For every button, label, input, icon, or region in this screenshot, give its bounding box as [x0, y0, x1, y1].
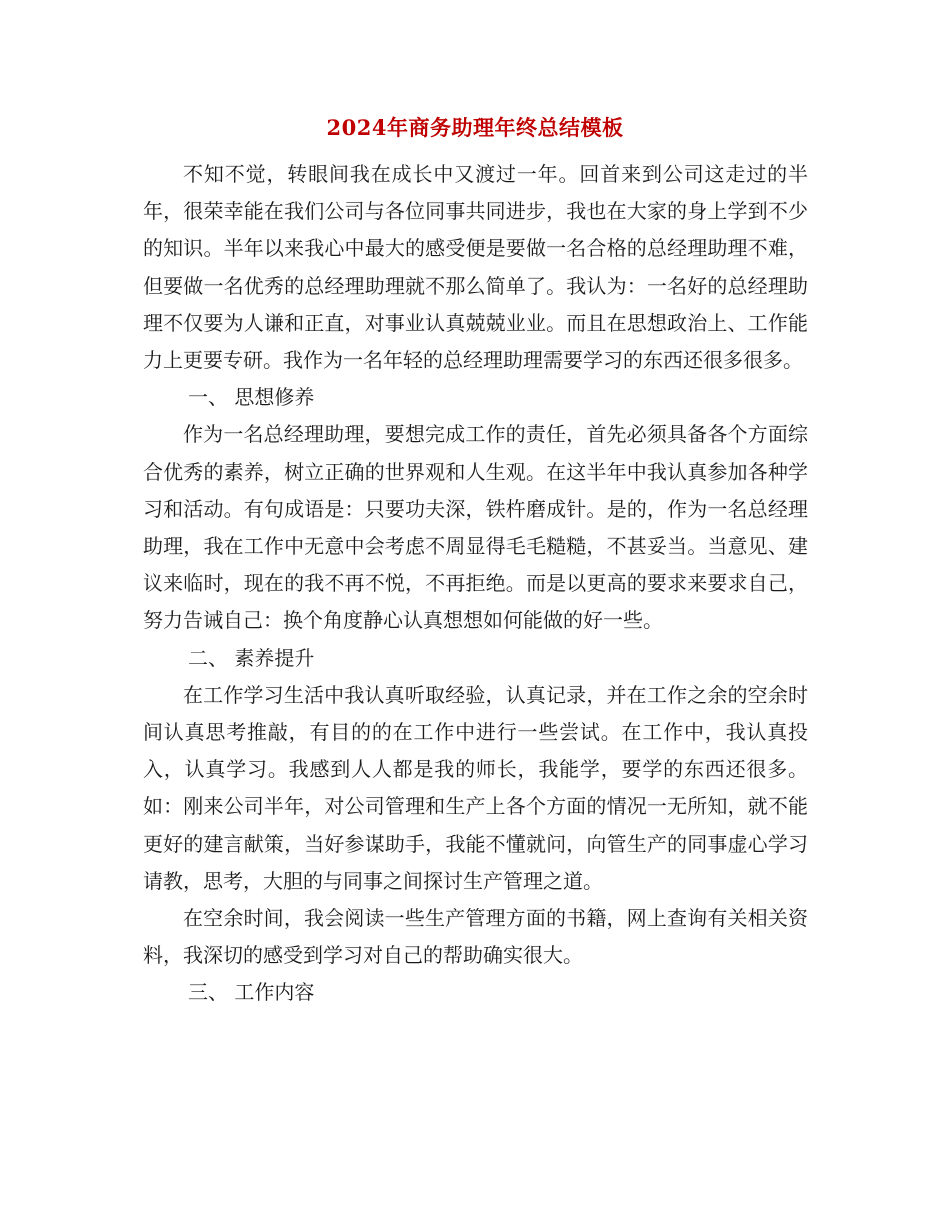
section-heading-2: 二、 素养提升 [188, 645, 315, 670]
document-title: 2024年商务助理年终总结模板 [326, 115, 624, 140]
document-body [143, 156, 808, 1012]
paragraph-quality-improvement: 在工作学习生活中我认真听取经验，认真记录，并在工作之余的空余时间认真思考推敲，有目的的在工作中进行一些尝试。在工作中，我认真投入，认真学习。我感到人人都是我的师长，我能学，要学的东西还很多。如：刚来公司半年，对公司管理和生产上各个方面的情况一无所知，就不能更好的建言献策，当好参谋助手，我能不懂就问，向管生产的同事虚心学习请教，思考，大胆的与同事之间探讨生产管理之道。 [143, 682, 808, 893]
section-heading-3: 三、 工作内容 [188, 980, 315, 1005]
paragraph-spare-time-reading: 在空余时间，我会阅读一些生产管理方面的书籍，网上查询有关相关资料，我深切的感受到学习对自己的帮助确实很大。 [143, 906, 808, 968]
paragraph-intro: 不知不觉，转眼间我在成长中又渡过一年。回首来到公司这走过的半年，很荣幸能在我们公司与各位同事共同进步，我也在大家的身上学到不少的知识。半年以来我心中最大的感受便是要做一名合格的总经理助理不难，但要做一名优秀的总经理助理就不那么简单了。我认为：一名好的总经理助理不仅要为人谦和正直，对事业认真兢兢业业。而且在思想政治上、工作能力上更要专研。我作为一名年轻的总经理助理需要学习的东西还很多很多。 [143, 162, 808, 373]
paragraph-thought-cultivation: 作为一名总经理助理，要想完成工作的责任，首先必须具备各个方面综合优秀的素养，树立正确的世界观和人生观。在这半年中我认真参加各种学习和活动。有句成语是：只要功夫深，铁杵磨成针。是的，作为一名总经理助理，我在工作中无意中会考虑不周显得毛毛糙糙，不甚妥当。当意见、建议来临时，现在的我不再不悦，不再拒绝。而是以更高的要求来要求自己，努力告诫自己：换个角度静心认真想想如何能做的好一些。 [143, 422, 808, 633]
section-heading-1: 一、 思想修养 [188, 385, 315, 410]
